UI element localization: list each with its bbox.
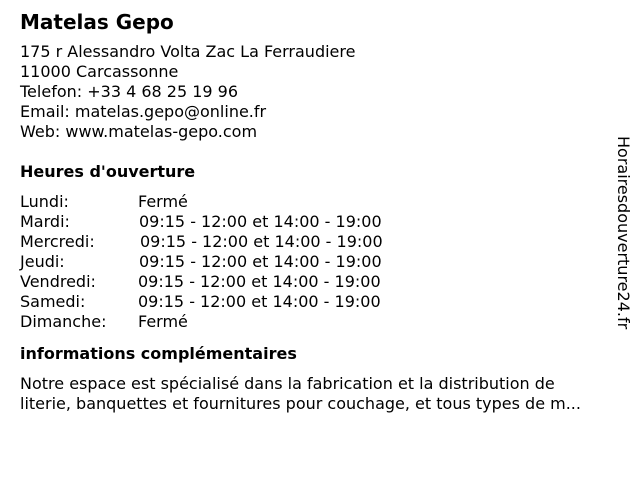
site-watermark: Horairesdouverture24.fr	[614, 136, 633, 330]
business-name: Matelas Gepo	[20, 10, 174, 34]
additional-info-text	[20, 374, 620, 414]
phone-line: Telefon: +33 4 68 25 19 96	[20, 82, 239, 101]
address-city: 11000 Carcassonne	[20, 62, 179, 81]
day-label: Samedi:	[20, 292, 86, 311]
hours-row-sunday	[20, 312, 620, 332]
hours-row-wednesday	[20, 232, 620, 252]
hours-row-monday	[20, 192, 620, 212]
opening-hours-table	[20, 192, 620, 332]
day-hours: Fermé	[138, 192, 188, 211]
hours-row-tuesday	[20, 212, 620, 232]
address-street: 175 r Alessandro Volta Zac La Ferraudiere	[20, 42, 356, 61]
day-hours: Fermé	[138, 312, 188, 331]
hours-row-saturday	[20, 292, 620, 312]
day-hours: 09:15 - 12:00 et 14:00 - 19:00	[139, 212, 382, 231]
day-label: Mercredi:	[20, 232, 95, 251]
day-hours: 09:15 - 12:00 et 14:00 - 19:00	[138, 292, 381, 311]
web-line: Web: www.matelas-gepo.com	[20, 122, 258, 141]
email-line: Email: matelas.gepo@online.fr	[20, 102, 267, 121]
opening-hours-title: Heures d'ouverture	[20, 162, 196, 181]
day-label: Jeudi:	[20, 252, 65, 271]
hours-row-thursday	[20, 252, 620, 272]
day-hours: 09:15 - 12:00 et 14:00 - 19:00	[138, 272, 381, 291]
description-line: literie, banquettes et fournitures pour couchage, et tous types de m...	[20, 394, 581, 413]
day-label: Vendredi:	[20, 272, 96, 291]
day-label: Dimanche:	[20, 312, 107, 331]
additional-info-title: informations complémentaires	[20, 344, 297, 363]
day-hours: 09:15 - 12:00 et 14:00 - 19:00	[139, 252, 382, 271]
day-hours: 09:15 - 12:00 et 14:00 - 19:00	[140, 232, 383, 251]
day-label: Mardi:	[20, 212, 70, 231]
day-label: Lundi:	[20, 192, 69, 211]
hours-row-friday	[20, 272, 620, 292]
business-card	[20, 10, 620, 414]
description-line: Notre espace est spécialisé dans la fabrication et la distribution de	[20, 374, 555, 393]
